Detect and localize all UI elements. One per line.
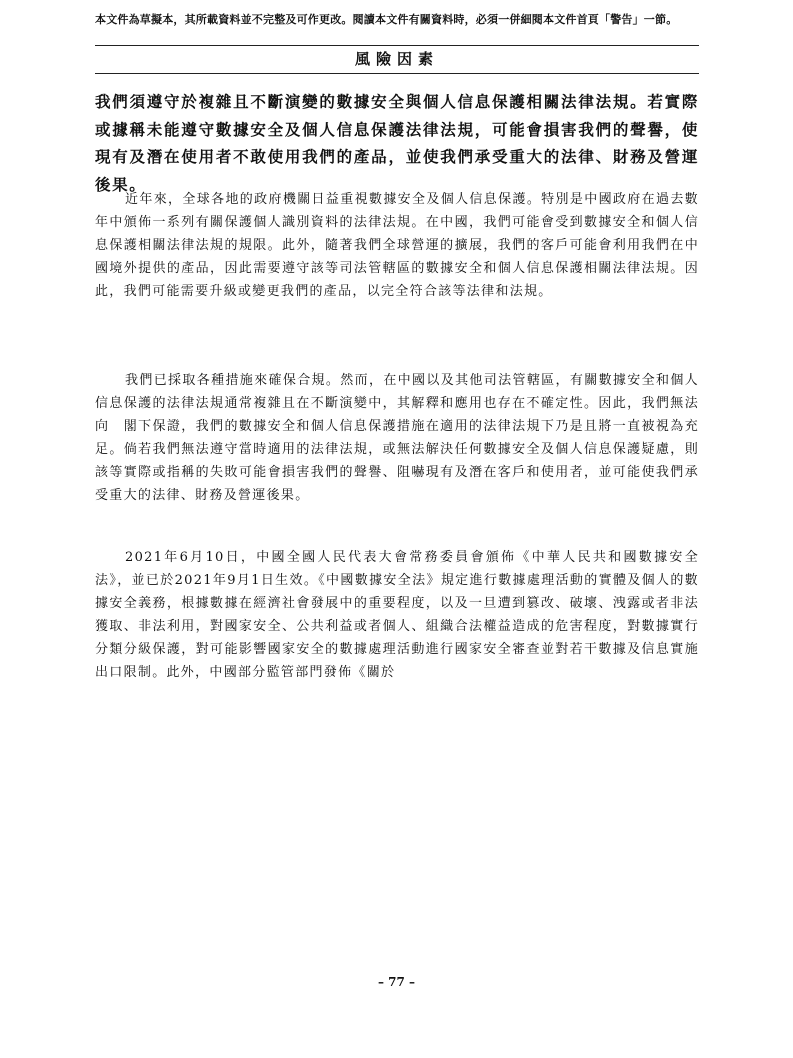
body-paragraph-2: 我們已採取各種措施來確保合規。然而，在中國以及其他司法管轄區，有關數據安全和個人信息保護的法律法規通常複雜且在不斷演變中，其解釋和應用也存在不確定性。因此，我們無法向 閣下保證，我們的數據安全和個人信息保護措施在適用的法律法規下乃是且將一直被視為充足。倘若我們無法遵守當時適用的法律法規，或無法解決任何數據安全及個人信息保護疑慮，則該等實際或指稱的失敗可能會損害我們的聲譽、阻嚇現有及潛在客戶和使用者，並可能使我們承受重大的法律、財務及營運後果。 [95, 373, 699, 503]
body-paragraph-3: 2021年6月10日，中國全國人民代表大會常務委員會頒佈《中華人民共和國數據安全法》，並已於2021年9月1日生效。《中國數據安全法》規定進行數據處理活動的實體及個人的數據安全義務，根據數據在經濟社會發展中的重要程度，以及一旦遭到篡改、破壞、洩露或者非法獲取、非法利用，對國家安全、公共利益或者個人、組織合法權益造成的危害程度，對數據實行分類分級保護，對可能影響國家安全的數據處理活動進行國家安全審查並對若干數據及信息實施出口限制。此外，中國部分監管部門發佈《關於 [95, 550, 699, 680]
header-rule-top [95, 45, 699, 46]
risk-factor-heading: 我們須遵守於複雜且不斷演變的數據安全與個人信息保護相關法律法規。若實際或據稱未能遵守數據安全及個人信息保護法律法規，可能會損害我們的聲譽，使現有及潛在使用者不敢使用我們的產品，並使我們承受重大的法律、財務及營運後果。 [95, 92, 699, 194]
page-number: – 77 – [377, 975, 416, 989]
draft-notice-header: 本文件為草擬本，其所載資料並不完整及可作更改。閱讀本文件有關資料時，必須一併細閱本文件首頁「警告」一節。 [95, 13, 678, 26]
header-rule-bottom [95, 73, 699, 74]
body-paragraph-1: 近年來，全球各地的政府機關日益重視數據安全及個人信息保護。特別是中國政府在過去數年中頒佈一系列有關保護個人識別資料的法律法規。在中國，我們可能會受到數據安全和個人信息保護相關法律法規的規限。此外，隨著我們全球營運的擴展，我們的客戶可能會利用我們在中國境外提供的產品，因此需要遵守該等司法管轄區的數據安全和個人信息保護相關法律法規。因此，我們可能需要升級或變更我們的產品，以完全符合該等法律和法規。 [95, 192, 699, 299]
section-title: 風險因素 [354, 50, 439, 68]
